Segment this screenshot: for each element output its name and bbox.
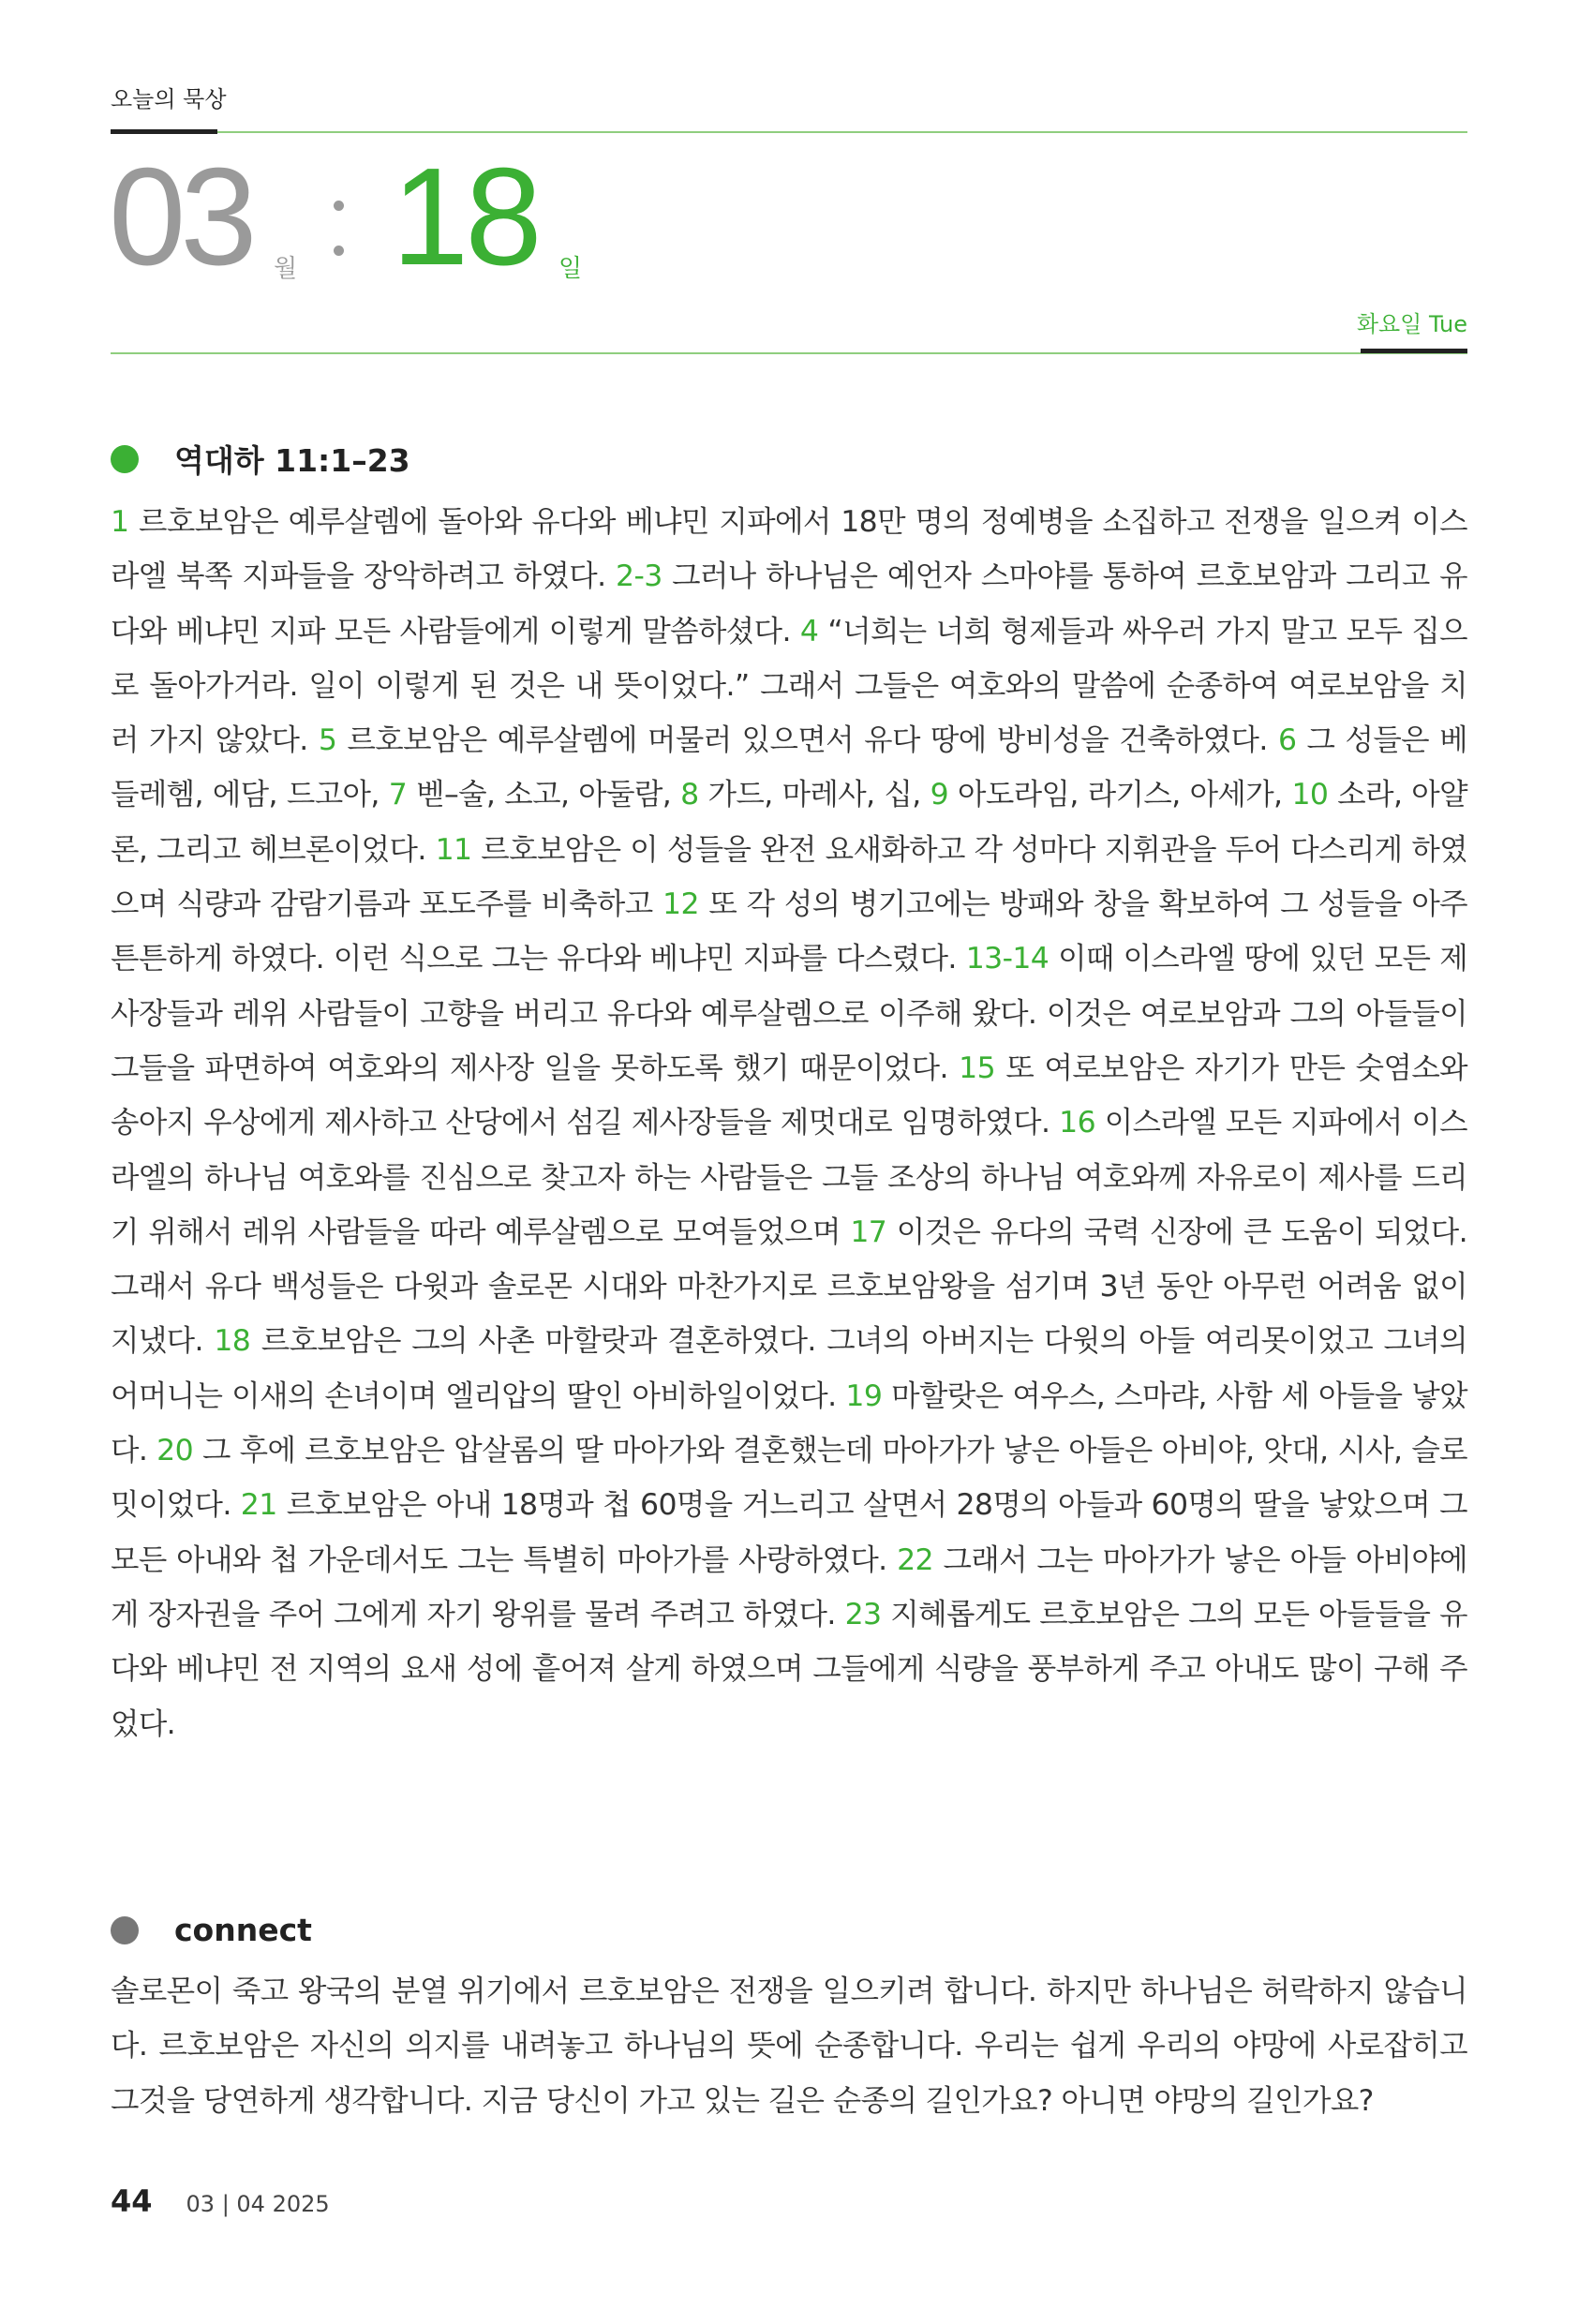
scripture-title: 역대하 11:1–23 [174, 442, 410, 479]
verse-text: 르호보암은 그의 사촌 마할랏과 결혼하였다. 그녀의 아버지는 다윗의 아들 여리못이었고 그녀의 어머니는 이새의 손녀이며 엘리압의 딸인 아비하일이었다. [111, 1324, 1467, 1413]
verse-number: 17 [850, 1214, 887, 1249]
verse-text: 지혜롭게도 르호보암은 그의 모든 아들들을 유다와 베냐민 전 지역의 요새 성에 흩어져 살게 하였으며 그들에게 식량을 풍부하게 주고 아내도 많이 구해 주었다. [111, 1597, 1467, 1741]
verse-text: 그래서 그는 마아가가 낳은 아들 아비야에게 장자권을 주어 그에게 자기 왕위를 물려 주려고 하였다. [111, 1542, 1467, 1631]
verse-text: 이것은 유다의 국력 신장에 큰 도움이 되었다. 그래서 유다 백성들은 다윗과 솔로몬 시대와 마찬가지로 르호보암왕을 섬기며 3년 동안 아무런 어려움 없이 지냈다. [111, 1214, 1467, 1359]
verse [680, 778, 921, 812]
verse-number: 4 [799, 614, 819, 648]
verse-text: 벧–술, 소고, 아둘람, [416, 778, 672, 812]
page-footer [111, 2183, 330, 2219]
verse-number: 8 [680, 778, 699, 812]
verse-number: 20 [156, 1434, 194, 1468]
verse-number: 5 [318, 723, 337, 758]
connect-title: connect [174, 1912, 312, 1948]
verse-text: 또 각 성의 병기고에는 방패와 창을 확보하여 그 성들을 아주 튼튼하게 하였다. 이런 식으로 그는 유다와 베냐민 지파를 다스렸다. [111, 887, 1467, 976]
weekday-label: 화요일 Tue [1356, 311, 1467, 337]
month-unit: 월 [274, 255, 298, 283]
weekday-underline [1361, 349, 1467, 353]
scripture-heading [111, 437, 410, 481]
section-label: 오늘의 묵상 [111, 86, 227, 112]
verse-text: 르호보암은 아내 18명과 첩 60명을 거느리고 살면서 28명의 아들과 60명의 딸을 낳았으며 그 모든 아내와 첩 가운데서도 그는 특별히 마아가를 사랑하였다. [111, 1488, 1467, 1577]
verse-number: 16 [1059, 1106, 1096, 1140]
verse-text: 그 성들은 베들레헴, 에담, 드고아, [111, 723, 1467, 812]
verse-number: 6 [1277, 723, 1297, 758]
verse-text: 그러나 하나님은 예언자 스마야를 통하여 르호보암과 그리고 유다와 베냐민 지파 모든 사람들에게 이렇게 말씀하셨다. [111, 559, 1467, 648]
verse-text: 이스라엘 모든 지파에서 이스라엘의 하나님 여호와를 진심으로 찾고자 하는 사람들은 그들 조상의 하나님 여호와께 자유로이 제사를 드리기 위해서 레위 사람들을 따라 예루살렘으로 모여들었으며 [111, 1106, 1467, 1249]
issue-label: 03 | 04 2025 [186, 2191, 330, 2217]
verse-number: 15 [959, 1050, 996, 1085]
verse-text: 또 여로보암은 자기가 만든 숫염소와 송아지 우상에게 제사하고 산당에서 섬길 제사장들을 제멋대로 임명하였다. [111, 1050, 1467, 1140]
verse-number: 19 [845, 1378, 883, 1413]
scripture-text [111, 495, 1467, 1751]
top-divider [111, 131, 1467, 133]
page-number: 44 [111, 2183, 153, 2219]
verse-number: 9 [930, 778, 949, 812]
verse-number: 7 [388, 778, 408, 812]
verse-number: 22 [897, 1542, 933, 1577]
day-unit: 일 [558, 255, 583, 283]
verse-number: 1 [111, 505, 129, 539]
header-divider [111, 352, 1467, 354]
verse-number: 21 [240, 1488, 277, 1523]
verse [930, 778, 1283, 812]
verse-text: 가드, 마레사, 십, [707, 778, 921, 812]
verse-number: 11 [435, 832, 472, 867]
verse-text: 아도라임, 라기스, 아세가, [958, 778, 1283, 812]
verse-number: 2-3 [616, 559, 662, 594]
verse-text: 소라, 아얄론, 그리고 헤브론이었다. [111, 778, 1467, 867]
connect-heading [111, 1912, 312, 1948]
verse-text: 르호보암은 이 성들을 완전 요새화하고 각 성마다 지휘관을 두어 다스리게 하였으며 식량과 감람기름과 포도주를 비축하고 [111, 832, 1467, 922]
verse-text: 마할랏은 여우스, 스마랴, 사함 세 아들을 낳았다. [111, 1378, 1467, 1468]
green-bullet-icon [111, 445, 139, 473]
verse-text: 이때 이스라엘 땅에 있던 모든 제사장들과 레위 사람들이 고향을 버리고 유다와 예루살렘으로 이주해 왔다. 이것은 여로보암과 그의 아들들이 그들을 파면하여 여호와의 제사장 일을 못하도록 했기 때문이었다. [111, 942, 1468, 1085]
verse-text: 르호보암은 예루살렘에 돌아와 유다와 베냐민 지파에서 18만 명의 정예병을 소집하고 전쟁을 일으켜 이스라엘 북쪽 지파들을 장악하려고 하였다. [111, 505, 1467, 594]
verse-number: 10 [1291, 778, 1329, 812]
month-number: 03 [109, 140, 252, 294]
verse-number: 23 [844, 1597, 882, 1631]
top-divider-accent [111, 129, 217, 134]
verse-text: 르호보암은 예루살렘에 머물러 있으면서 유다 땅에 방비성을 건축하였다. [347, 723, 1268, 758]
verse [319, 723, 1268, 757]
verse-number: 12 [662, 887, 699, 922]
gray-bullet-icon [111, 1916, 139, 1944]
day-number: 18 [392, 140, 539, 294]
connect-text: 솔로몬이 죽고 왕국의 분열 위기에서 르호보암은 전쟁을 일으키려 합니다. 하지만 하나님은 허락하지 않습니다. 르호보암은 자신의 의지를 내려놓고 하나님의 뜻에 순종합니다. 우리는 쉽게 우리의 야망에 사로잡히고 그것을 당연하게 생각합니다. 지금 당신이 가고 있는 길은 순종의 길인가요? 아니면 야망의 길인가요? [111, 1974, 1467, 2118]
verse [389, 778, 672, 812]
verse-text: “너희는 너희 형제들과 싸우러 가지 말고 모두 집으로 돌아가거라. 일이 이렇게 된 것은 내 뜻이었다.” 그래서 그들은 여호와의 말씀에 순종하여 여로보암을 치러 가지 않았다. [111, 614, 1467, 758]
verse-number: 18 [214, 1324, 251, 1359]
verse-text: 그 후에 르호보암은 압살롬의 딸 마아가와 결혼했는데 마아가가 낳은 아들은 아비야, 앗대, 시사, 슬로밋이었다. [111, 1434, 1467, 1523]
verse-number: 13-14 [965, 942, 1050, 976]
